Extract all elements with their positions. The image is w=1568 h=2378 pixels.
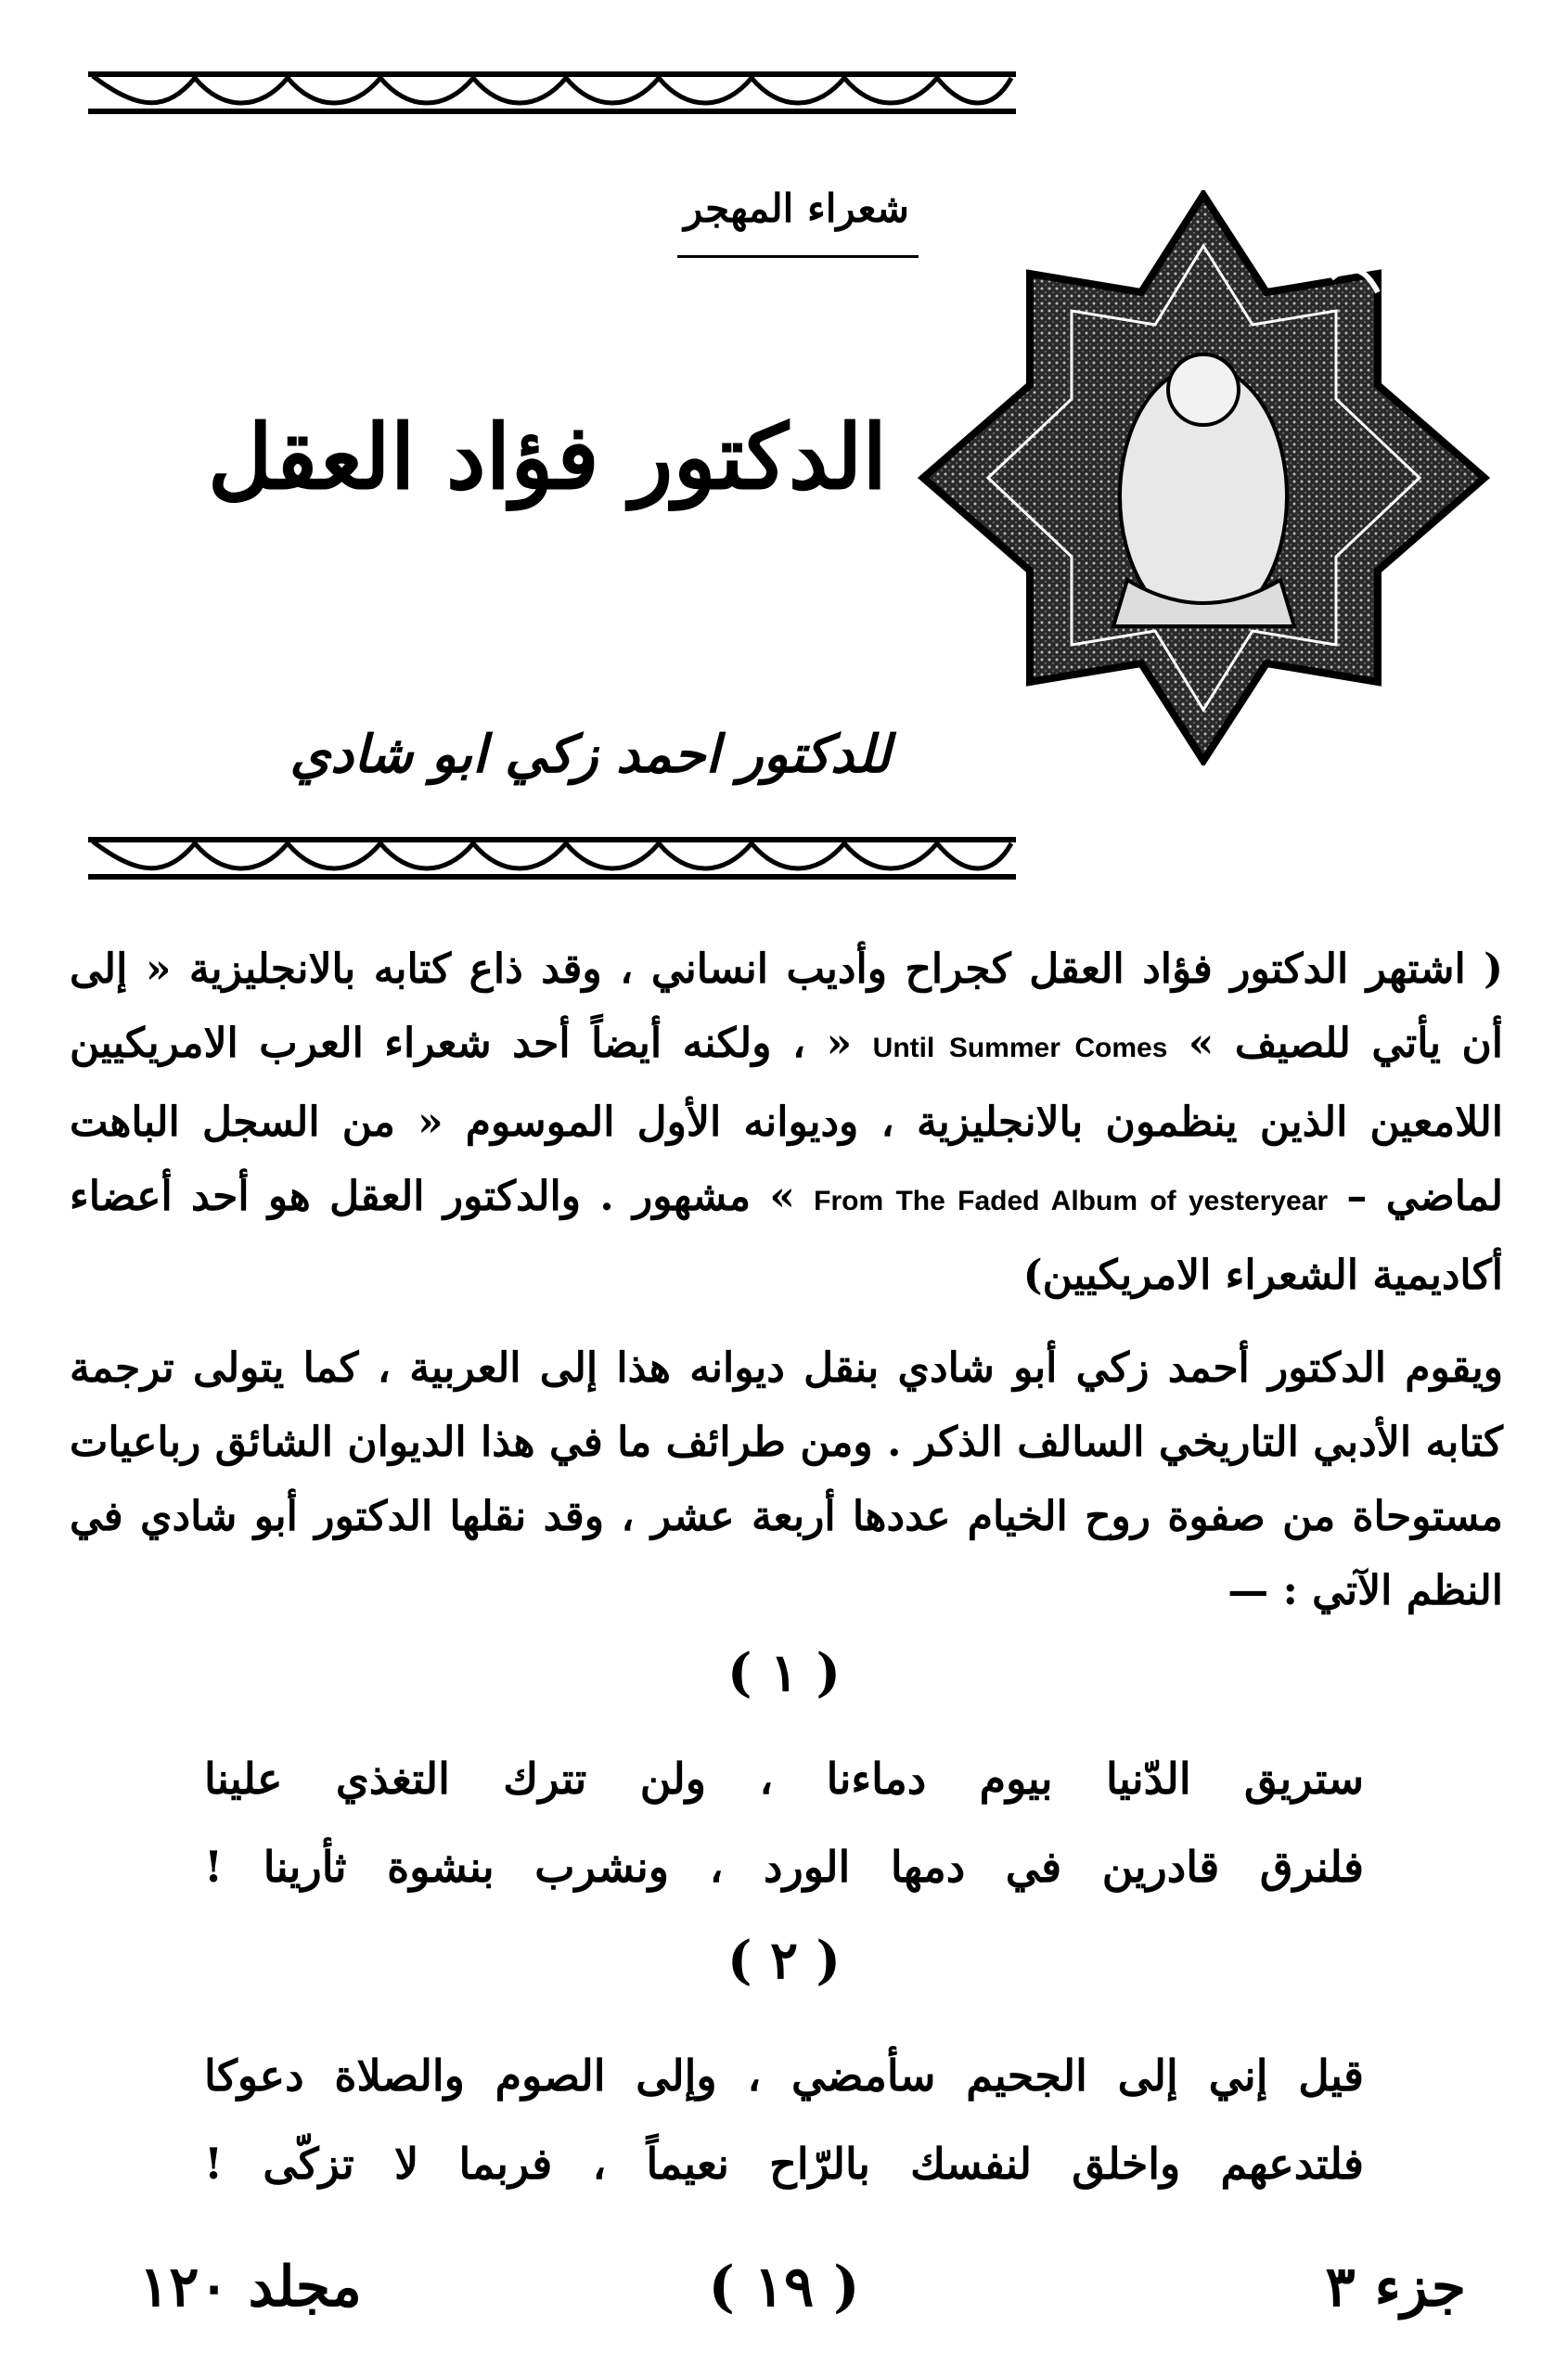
author-signature: للدكتور احمد زكي ابو شادي [289, 724, 891, 785]
intro-text-part-2: « ، ولكنه أيضاً أحد شعراء العرب الامريكيين اللامعين الذين ينظمون بالانجليزية ، وديوانه الأول الموسوم « من السجل الباهت لماضي – [70, 1020, 1503, 1220]
intro-text-part-3: » مشهور . والدكتور العقل هو أحد أعضاء أكاديمية الشعراء الامريكيين) [70, 1173, 1503, 1299]
section-label: شعراء المهجر [683, 186, 909, 231]
stanza-number-2: ( ٢ ) [726, 1930, 842, 1991]
section-label-underline [677, 255, 919, 258]
divider-ornament-rule [84, 830, 1021, 886]
stanza-2-line-2: فلتدعهم واخلق لنفسك بالرّاح نعيماً ، فربما لا تزكّى ! [204, 2139, 1364, 2189]
stanza-1-line-2: فلنرق قادرين في دمها الورد ، ونشرب بنشوة ثأرينا ! [204, 1842, 1364, 1892]
english-title-until-summer-comes: Until Summer Comes [872, 1033, 1168, 1063]
article-title: الدكتور فؤاد العقل [207, 405, 888, 509]
footer-part-number: جزء ٣ [1325, 2255, 1466, 2320]
top-ornament-rule [84, 65, 1021, 121]
footer-page-number: ( ١٩ ) [708, 2255, 860, 2320]
stanza-2-line-1: قيل إني إلى الجحيم سأمضي ، وإلى الصوم والصلاة دعوكا [204, 2050, 1364, 2101]
intro-text-part-1: ( اشتهر الدكتور فؤاد العقل كجراح وأديب انساني ، وقد ذاع كتابه بالانجليزية « إلى أن يأتي للصيف » [70, 945, 1503, 1067]
portrait-medallion-image [914, 190, 1494, 765]
stanza-number-1: ( ١ ) [726, 1642, 842, 1703]
footer-volume-number: مجلد ١٢٠ [139, 2255, 362, 2320]
english-title-faded-album: From The Faded Album of yesteryear [814, 1186, 1329, 1216]
stanza-1-line-1: ستريق الدّنيا بيوم دماءنا ، ولن تترك التغذي علينا [204, 1754, 1364, 1804]
translation-paragraph: ويقوم الدكتور أحمد زكي أبو شادي بنقل ديوانه هذا إلى العربية ، كما يتولى ترجمة كتابه الأدبي التاريخي السالف الذكر . ومن طرائف ما في هذا الديوان الشائق رباعيات مستوحاة من صفوة روح الخيام عددها أربعة عشر ، وقد نقلها الدكتور أبو شادي في النظم الآتي : — [70, 1344, 1503, 1614]
intro-paragraph [70, 932, 1503, 1313]
